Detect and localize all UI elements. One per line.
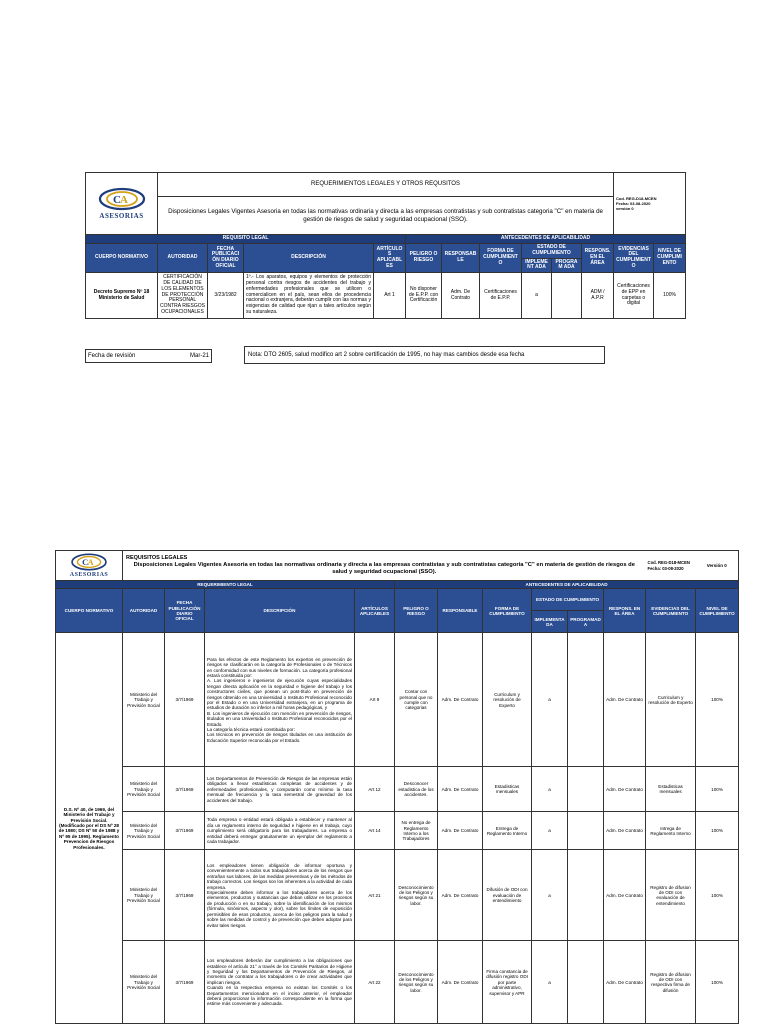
col-respons-area-2: RESPONS. EN EL ÁREA [604,589,646,633]
col-peligro-2: PELIGRO O RIESGO [395,589,438,633]
col-peligro: PELIGRO O RIESGO [406,244,442,273]
cell-descripcion: 1º.- Los aparatos, equipos y elementos de protección personal contra riesgos de accidentes del trabajo y enfermedades profesionales que se utilicen o comercialicen en el país, sean ellos de procedencia nacional o extranjera, deberán cumplir con las normas y exigencias de calidad que rijan a tales artículos según su naturaleza. [244,273,374,319]
cell-articulos: Art 9 [355,633,395,767]
cell-descripcion: Toda empresa o entidad estará obligada a establecer y mantener al día un reglamento interno de seguridad e higiene en el trabajo, cuyo cumplimiento será obligatorio para los trabajadores. La empresa o entidad deberá entregar gratuitamente un ejemplar del reglamento a cada trabajador. [205,812,355,850]
col-estado-2: ESTADO DE CUMPLIMIENTO [532,589,604,611]
cell-autoridad: Ministerio del Trabajo y Previsión Social [123,941,165,1024]
cell-respons-area: Adm. De Contrato [604,850,646,941]
cell-evidencias: Estadisticas mensuales [646,767,696,812]
cell-programada [568,633,604,767]
cell-nivel: 100% [696,812,739,850]
cell-articulos: Art 21 [355,850,395,941]
svg-text:C: C [112,194,121,207]
svg-text:A: A [87,557,94,568]
col-forma-2: FORMA DE CUMPLIMIENTO [483,589,532,633]
cell-cuerpo-normativo: D.S. Nº 40, de 1969, del Ministerio del Trabajo y Previsión Social. (Modificado por el DS Nº 28 de 1980; DS Nº 50 de 1988 y Nº 95 de 1995). Reglamento Prevencion de Riesgos Profesionales. [56,633,123,1024]
col-autoridad-2: AUTORIDAD [123,589,165,633]
cell-programada [568,767,604,812]
col-fecha: FECHA PUBLICACIÓN DIARIO OFICIAL [208,244,244,273]
cell-cuerpo: Decreto Supremo Nº 18 Ministerio de Salud [86,273,158,319]
table-row [56,941,739,1024]
document-code-block-2 [646,551,696,581]
cell-responsable: Adm. De Contrato [438,941,483,1024]
cell-implementada: a [532,812,568,850]
document-title-2: REQUISITOS LEGALES [126,554,188,561]
col-programada: PROGRAM ADA [552,258,582,273]
col-respons-area: RESPONS. EN EL ÁREA [582,244,614,273]
company-logo-2: C A ASESORIAS [58,552,120,579]
cell-evidencias: Registro de difusion de ODI con respectiva firma de difusión [646,941,696,1024]
document-version-2: Versión 0 [696,551,739,581]
document-subtitle: Disposiciones Legales Vigentes Asesoria en todas las normativas ordinaria y directa a las empresas contratistas y sub contratistas categoria "C" en materia de gestión de riesgos de salud y seguridad ocupacional (SSO). [158,197,614,235]
svg-text:C: C [82,557,89,568]
cell-forma: Curriculum y resolución de Experto [483,633,532,767]
document-version: versión 0 [616,206,634,212]
cell-respons-area: Adm. De Contrato [604,812,646,850]
revision-label: Fecha de revisión [88,353,136,359]
logo-cell-2 [56,551,123,581]
revision-date-box [85,349,212,363]
cell-forma: Estadisticas mensuales [483,767,532,812]
cell-respons-area: Adm. De Contrato [604,633,646,767]
cell-autoridad: Ministerio del Trabajo y Previsión Social [123,633,165,767]
cell-descripcion: Los empleadores tienen obligación de informar oportuna y convenientemente a todos sus trabajadores acerca de los riesgos que entrañan sus labores, de las medidas preventivas y de los métodos de trabajo correctos. Los riesgos son los inherentes a la actividad de cada empresa. Especialmente deben informar a los trabajadores acerca de los elementos, productos y sustancias que deban utilizar en los procesos de producción o en su trabajo, sobre la identificación de los mismos (fórmula, sinónimos, aspecto y olor), sobre los límites de exposición permisibles de esos productos, acerca de los peligros para la salud y sobre las medidas de control y de prevención que deben adoptar para evitar tales riesgos. [205,850,355,941]
table-row [86,273,686,319]
cell-evidencias: Certificaciones de EPP en carpetas o digital [614,273,654,319]
requirements-table-2 [55,550,739,1024]
col-responsable-2: RESPONSABLE [438,589,483,633]
cell-responsable: Adm. De Contrato [438,633,483,767]
logo-icon [97,186,147,212]
band-antecedentes: ANTECEDENTES DE APLICABILIDAD [406,235,686,244]
col-descripcion: DESCRIPCIÓN [244,244,374,273]
logo-icon [67,552,111,572]
cell-articulos: Art 1 [374,273,406,319]
document-subtitle-2: Disposiciones Legales Vigentes Asesoria en todas las normativas ordinaria y directa a las empresas contratistas y sub contratistas categoria "C" en materia de gestión de riesgos de salud y seguridad ocupacional (SSO). [133,561,635,575]
band-requisito-legal: REQUISITO LEGAL [86,235,406,244]
cell-autoridad: Ministerio del Trabajo y Previsión Social [123,812,165,850]
revision-note: Nota: DTO 2605, salud modifico art 2 sobre certificación de 1995, no hay mas cambios desde esa fecha [244,346,605,364]
document-code-2: Cod. REG-D18-MCEN [647,560,690,566]
col-evidencias-2: EVIDENCIAS DEL CUMPLIMIENTO [646,589,696,633]
cell-nivel: 100% [696,633,739,767]
cell-nivel: 100% [654,273,686,319]
cell-descripcion: Los empleadores deberán dar cumplimiento a las obligaciones que establece el artículo 21° a través de los Comités Paritarios de Higiene y Seguridad y los Departamentos de Prevención de Riesgos, al momento de contratar a los trabajadores o de crear actividades que implican riesgos. Cuando en la respectiva empresa no existan los Comités o los Departamentos mencionados en el inciso anterior, el empleador deberá proporcionar la información correspondiente en la forma que estime más conveniente y adecuada. [205,941,355,1024]
table-row [56,812,739,850]
cell-autoridad: CERTIFICACIÓN DE CALIDAD DE LOS ELEMENTOS DE PROTECCIÓN PERSONAL CONTRA RIESGOS OCUPACIONALES [158,273,208,319]
cell-fecha: 3/7/1969 [165,812,205,850]
cell-articulos: Art 14 [355,812,395,850]
cell-articulos: Art 12 [355,767,395,812]
cell-fecha: 3/7/1969 [165,941,205,1024]
cell-respons-area: Adm. De Contrato [604,767,646,812]
cell-programada [568,850,604,941]
cell-nivel: 100% [696,767,739,812]
document-code-block [614,173,686,235]
table-row [56,633,739,767]
cell-fecha: 3/7/1969 [165,850,205,941]
logo-cell [86,173,158,235]
col-responsable: RESPONSABLE [442,244,480,273]
cell-articulos: Art 22 [355,941,395,1024]
cell-implementada: a [532,850,568,941]
cell-responsable: Adm. De Contrato [438,812,483,850]
cell-peligro: Desconocimiento de los Peligros y riesgos según su labor. [395,941,438,1024]
cell-fecha: 3/23/1982 [208,273,244,319]
cell-evidencias: Registro de difusion de ODI con evaluación de entendimiento [646,850,696,941]
cell-responsable: Adm. De Contrato [442,273,480,319]
cell-implementada: a [522,273,552,319]
document-title: REQUERIMIENTOS LEGALES Y OTROS REQUSITOS [158,173,614,197]
cell-evidencias: Curriculum y resolución de Experto [646,633,696,767]
cell-nivel: 100% [696,850,739,941]
col-implementada: IMPLEMENT ADA [522,258,552,273]
cell-autoridad: Ministerio del Trabajo y Previsión Social [123,850,165,941]
cell-autoridad: Ministerio del Trabajo y Previsión Social [123,767,165,812]
cell-implementada: a [532,941,568,1024]
cell-programada [568,941,604,1024]
col-descripcion-2: DESCRIPCIÓN [205,589,355,633]
document-date: Fecha: 03-08-2020 [616,200,651,206]
cell-programada [552,273,582,319]
cell-responsable: Adm. De Contrato [438,850,483,941]
col-evidencias: EVIDENCIAS DEL CUMPLIMIENTO [614,244,654,273]
table-row [56,767,739,812]
cell-peligro: No disponer de E.P.P. con Certificación [406,273,442,319]
band-requerimiento-legal: REQUERIMIENTO LEGAL [56,581,395,589]
cell-evidencias: Intrega de Reglamento Interno [646,812,696,850]
cell-forma: Difusión de ODI con evaluación de entendimiento [483,850,532,941]
cell-fecha: 3/7/1969 [165,633,205,767]
cell-descripcion: Los Departamentos de Prevención de Riesgos de las empresas están obligados a llevar estadísticas completas de accidentes y de enfermedades profesionales, y computarán como mínimo la tasa mensual de frecuencia y la tasa semestral de gravedad de los accidentes del trabajo. [205,767,355,812]
col-forma: FORMA DE CUMPLIMIENTO [480,244,522,273]
cell-forma: Firma constancia de difusión registro ODI por parte administrativo, supervisor y APR [483,941,532,1024]
document-code: Cod. REG-D18-MCEN [616,195,657,201]
cell-descripcion: Para los efectos de este Reglamento los expertos en prevención de riesgos se clasificarán en la categoría de Profesionales o de Técnicos en conformidad con sus niveles de formación. La categoría profesional estará constituida por: A. Los ingenieros e ingenieros de ejecución cuyas especialidades tengan directa aplicación en la seguridad e higiene del trabajo y los constructores civiles, que posean un post-título en prevención de riesgos obtenido en una Universidad o Instituto Profesional reconocido por el Estado o en una Universidad extranjera, en un programa de estudios de duración no inferior a mil horas pedagógicas, y B. Los ingenieros de ejecución con mención en prevención de riesgos, titulados en una Universidad o Instituto Profesional reconocidos por el Estado. La categoría técnica estará constituida por: Los técnicos en prevención de riesgos titulados en una institución de Educación Superior reconocida por el Estado. [205,633,355,767]
company-logo: C A ASESORIAS [88,186,155,220]
cell-nivel: 100% [696,941,739,1024]
cell-forma: Certificaciones de E.P.P. [480,273,522,319]
band-antecedentes-2: ANTECEDENTES DE APLICABILIDAD [395,581,739,589]
cell-responsable: Adm. De Contrato [438,767,483,812]
cell-peligro: Contar con personal que no cumple con categorias [395,633,438,767]
cell-peligro: Desconocimiento de los Peligros y riesgos según su labor. [395,850,438,941]
svg-text:A: A [119,194,128,207]
cell-peligro: No entrega de Reglamento Interno a los Trabajadores [395,812,438,850]
col-articulos: ARTÍCULOS APLICABLES [374,244,406,273]
col-articulos-2: ARTÍCULOS APLICABLES [355,589,395,633]
cell-programada [568,812,604,850]
table-row [56,850,739,941]
col-cuerpo-normativo: CUERPO NORMATIVO [86,244,158,273]
cell-respons-area: ADM / A.P.R [582,273,614,319]
col-cuerpo-normativo-2: CUERPO NORMATIVO [56,589,123,633]
col-fecha-2: FECHA PUBLICACIÓN DIARIO OFICIAL [165,589,205,633]
col-estado: ESTADO DE CUMPLIMIENTO [522,244,582,259]
col-implementada-2: IMPLEMENTADA [532,611,568,633]
col-nivel-2: NIVEL DE CUMPLIMIENTO [696,589,739,633]
cell-respons-area: Adm. De Contrato [604,941,646,1024]
requirements-table-1 [85,172,686,319]
col-programada-2: PROGRAMADA [568,611,604,633]
cell-implementada: a [532,767,568,812]
revision-value: Mar-21 [189,353,209,359]
cell-forma: Entrega de Reglamento Interno [483,812,532,850]
col-nivel: NIVEL DE CUMPLIMIENTO [654,244,686,273]
cell-implementada: a [532,633,568,767]
col-autoridad: AUTORIDAD [158,244,208,273]
cell-peligro: Desconocer estadistica de los accidentes. [395,767,438,812]
cell-fecha: 3/7/1969 [165,767,205,812]
document-date-2: Fecha: 03-08-2020 [647,565,684,571]
